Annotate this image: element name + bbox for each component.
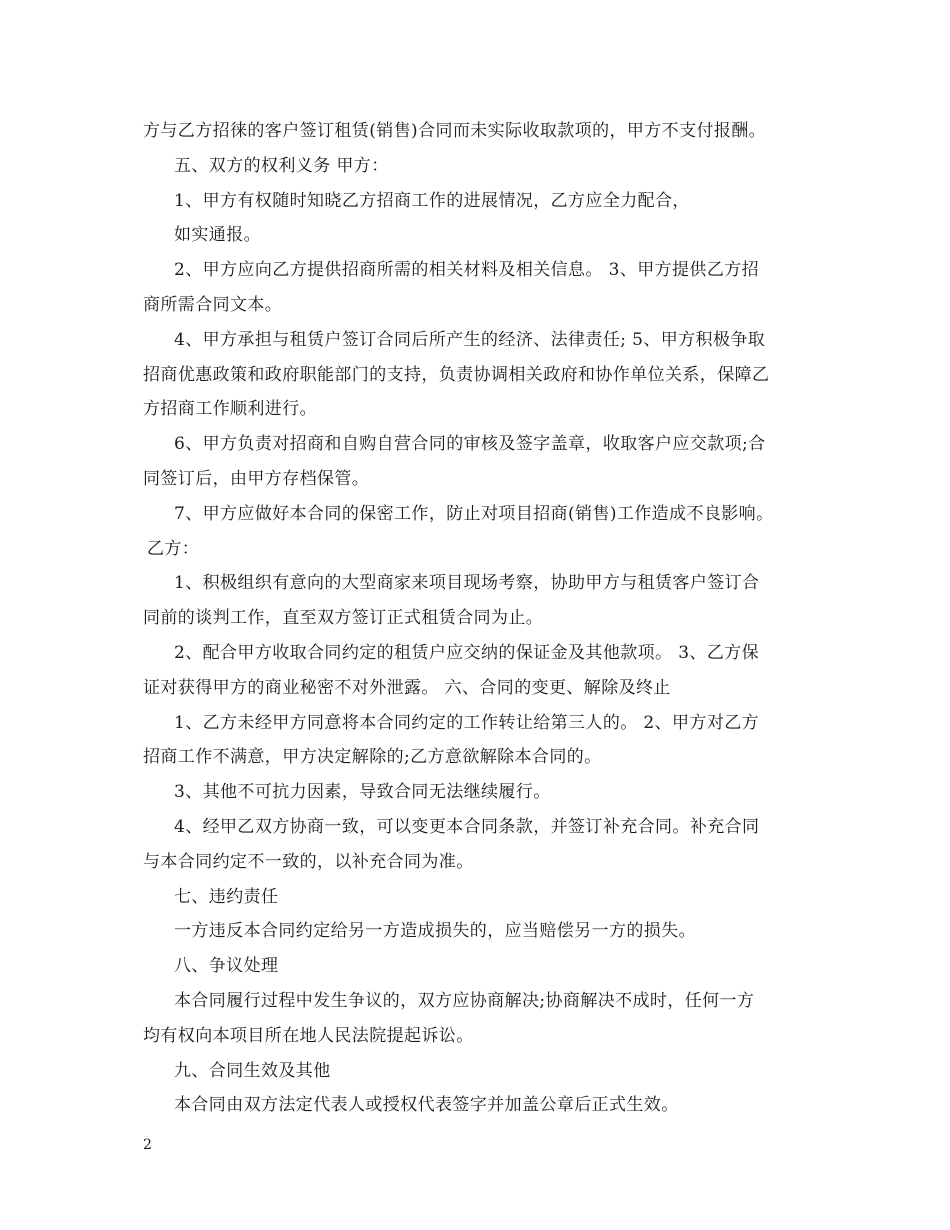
page-number: 2: [143, 1137, 152, 1153]
text-line: 本合同履行过程中发生争议的，双方应协商解决;协商解决不成时，任何一方: [174, 991, 755, 1011]
text-line: 同签订后，由甲方存档保管。: [143, 469, 370, 489]
text-line: 一方违反本合同约定给另一方造成损失的，应当赔偿另一方的损失。: [174, 921, 696, 941]
text-line: 方招商工作顺利进行。: [143, 399, 317, 419]
section-heading: 五、双方的权利义务 甲方：: [174, 156, 389, 176]
section-heading: 九、合同生效及其他: [174, 1061, 331, 1081]
text-line: 招商工作不满意，甲方决定解除的;乙方意欲解除本合同的。: [143, 747, 602, 767]
text-line: 与本合同约定不一致的，以补充合同为准。: [143, 852, 474, 872]
text-line: 4、甲方承担与租赁户签订合同后所产生的经济、法律责任; 5、甲方积极争取: [174, 330, 766, 350]
text-line: 1、甲方有权随时知晓乙方招商工作的进展情况，乙方应全力配合，: [174, 191, 690, 211]
text-line: 4、经甲乙双方协商一致，可以变更本合同条款，并签订补充合同。补充合同: [174, 817, 760, 837]
text-line: 6、甲方负责对招商和自购自营合同的审核及签字盖章，收取客户应交款项;合: [174, 434, 766, 454]
text-line: 本合同由双方法定代表人或授权代表签字并加盖公章后正式生效。: [174, 1095, 679, 1115]
text-line: 3、其他不可抗力因素，导致合同无法继续履行。: [174, 782, 551, 802]
text-line: 方与乙方招徕的客户签订租赁(销售)合同而未实际收取款项的，甲方不支付报酬。: [143, 121, 767, 141]
text-line: 如实通报。: [174, 225, 261, 245]
text-line: 1、积极组织有意向的大型商家来项目现场考察，协助甲方与租赁客户签订合: [174, 573, 760, 593]
text-line: 7、甲方应做好本合同的保密工作，防止对项目招商(销售)工作造成不良影响。: [174, 504, 774, 524]
section-heading: 乙方：: [147, 539, 200, 559]
text-line: 2、甲方应向乙方提供招商所需的相关材料及相关信息。 3、甲方提供乙方招: [174, 260, 760, 280]
text-line: 证对获得甲方的商业秘密不对外泄露。 六、合同的变更、解除及终止: [143, 678, 671, 698]
text-line: 同前的谈判工作，直至双方签订正式租赁合同为止。: [143, 608, 544, 628]
text-line: 均有权向本项目所在地人民法院提起诉讼。: [143, 1026, 474, 1046]
text-line: 1、乙方未经甲方同意将本合同约定的工作转让给第三人的。 2、甲方对乙方: [174, 713, 760, 733]
section-heading: 八、争议处理: [174, 956, 279, 976]
text-line: 商所需合同文本。: [143, 295, 283, 315]
text-line: 招商优惠政策和政府职能部门的支持，负责协调相关政府和协作单位关系，保障乙: [143, 365, 770, 385]
section-heading: 七、违约责任: [174, 887, 279, 907]
text-line: 2、配合甲方收取合同约定的租赁户应交纳的保证金及其他款项。 3、乙方保: [174, 643, 760, 663]
